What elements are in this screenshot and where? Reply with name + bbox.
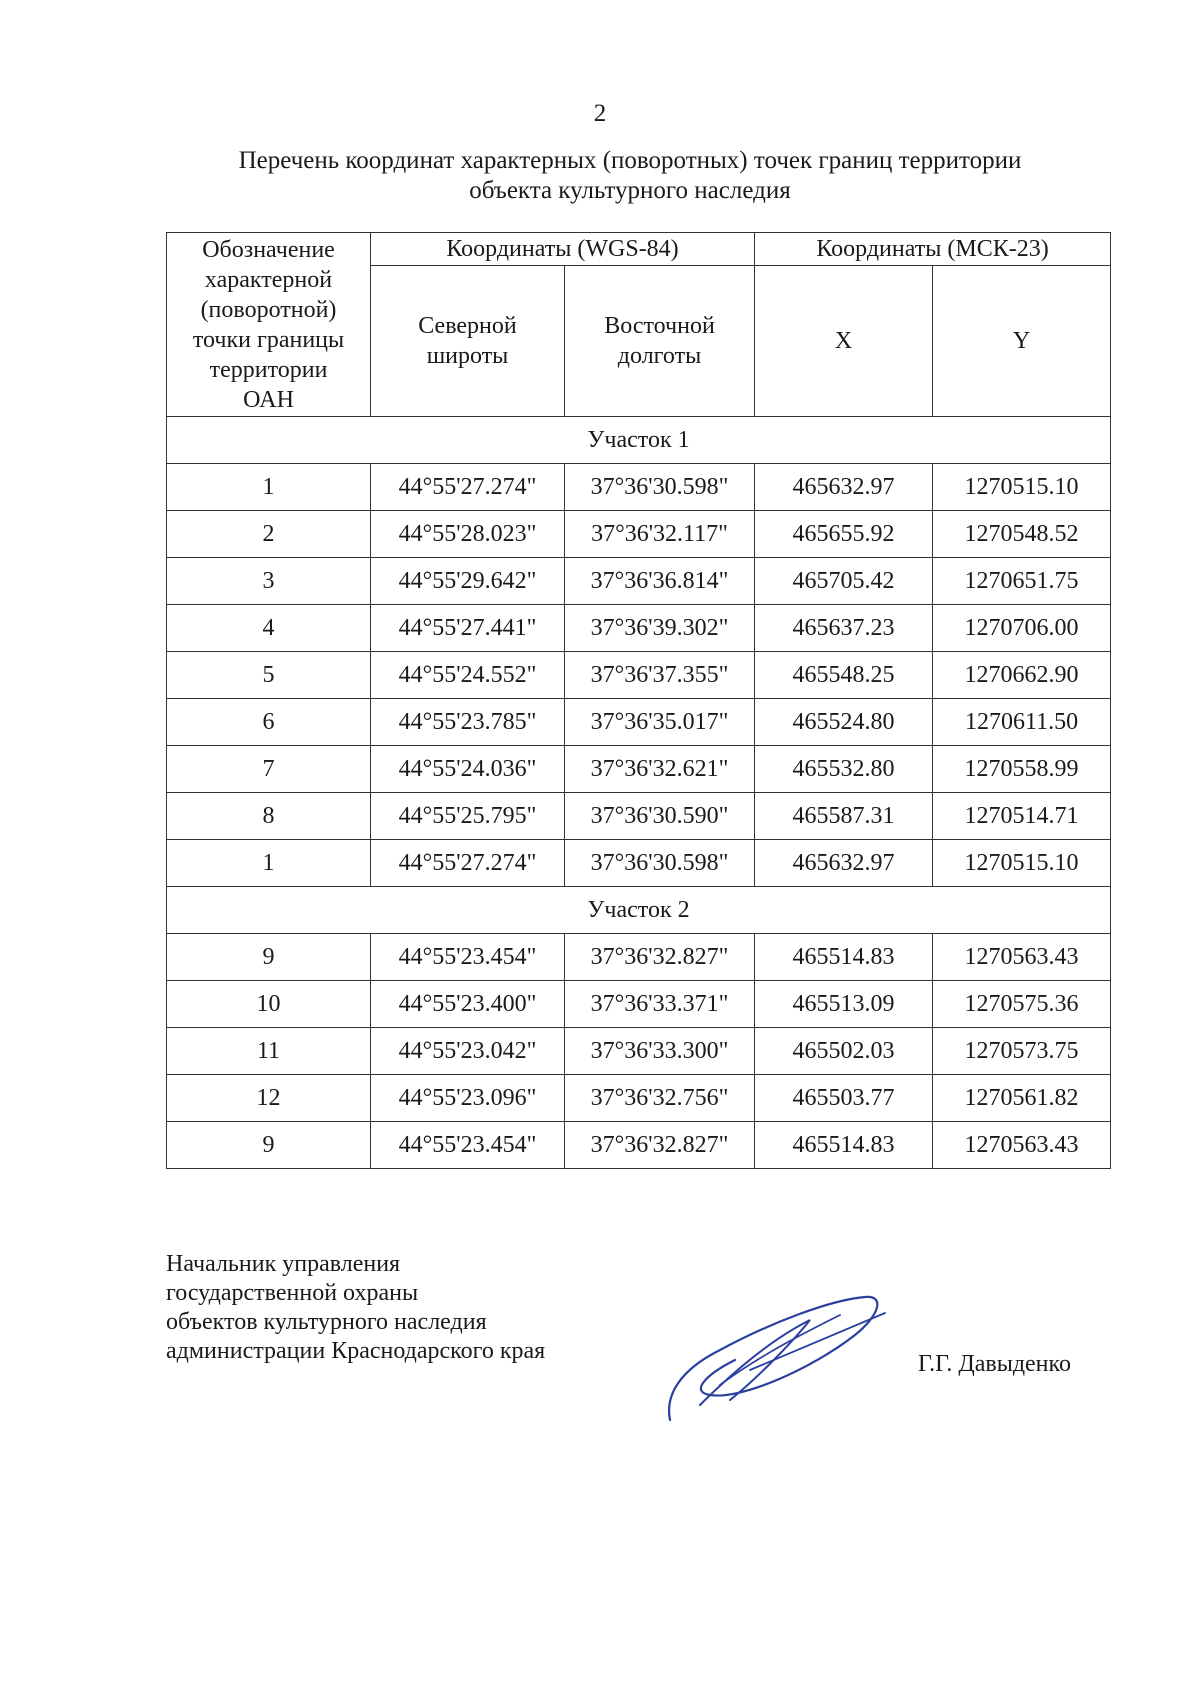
latitude-cell: 44°55'28.023"	[371, 511, 565, 558]
y-coordinate-cell: 1270515.10	[933, 464, 1111, 511]
latitude-cell: 44°55'27.441"	[371, 605, 565, 652]
signatory-position-line: государственной охраны	[166, 1280, 419, 1306]
x-coordinate-cell: 465503.77	[755, 1075, 933, 1122]
header-line: ОАН	[243, 386, 294, 413]
longitude-cell: 37°36'30.598"	[565, 840, 755, 887]
longitude-cell: 37°36'33.300"	[565, 1028, 755, 1075]
signatory-position-line: объектов культурного наследия	[166, 1309, 487, 1335]
header-line: точки границы	[192, 326, 345, 353]
north-latitude-header	[371, 266, 565, 417]
y-coordinate-cell: 1270561.82	[933, 1075, 1111, 1122]
msk23-group-header: Координаты (МСК-23)	[755, 233, 1111, 266]
latitude-cell: 44°55'24.552"	[371, 652, 565, 699]
y-coordinate-cell: 1270548.52	[933, 511, 1111, 558]
longitude-cell: 37°36'30.590"	[565, 793, 755, 840]
header-line: долготы	[617, 343, 702, 369]
y-coordinate-cell: 1270573.75	[933, 1028, 1111, 1075]
page-number: 2	[593, 100, 607, 127]
latitude-cell: 44°55'24.036"	[371, 746, 565, 793]
x-coordinate-cell: 465632.97	[755, 840, 933, 887]
longitude-cell: 37°36'32.827"	[565, 1122, 755, 1169]
table-row	[167, 699, 1111, 746]
y-coordinate-cell: 1270558.99	[933, 746, 1111, 793]
point-number-cell: 8	[167, 793, 371, 840]
x-coordinate-cell: 465587.31	[755, 793, 933, 840]
point-designation-header	[167, 233, 371, 417]
signatory-name: Г.Г. Давыденко	[918, 1351, 1071, 1377]
header-line: Восточной	[604, 313, 715, 339]
header-line: широты	[426, 343, 509, 369]
y-coordinate-cell: 1270515.10	[933, 840, 1111, 887]
longitude-cell: 37°36'39.302"	[565, 605, 755, 652]
signatory-position-line: администрации Краснодарского края	[166, 1338, 546, 1364]
x-coordinate-cell: 465524.80	[755, 699, 933, 746]
x-coordinate-cell: 465514.83	[755, 1122, 933, 1169]
y-header: Y	[933, 266, 1111, 417]
latitude-cell: 44°55'23.042"	[371, 1028, 565, 1075]
point-number-cell: 10	[167, 981, 371, 1028]
y-coordinate-cell: 1270514.71	[933, 793, 1111, 840]
east-longitude-header	[565, 266, 755, 417]
table-row	[167, 464, 1111, 511]
signatory-position-line: Начальник управления	[166, 1251, 401, 1277]
handwritten-signature	[660, 1275, 890, 1425]
document-title	[150, 146, 1110, 206]
point-number-cell: 5	[167, 652, 371, 699]
longitude-cell: 37°36'36.814"	[565, 558, 755, 605]
longitude-cell: 37°36'30.598"	[565, 464, 755, 511]
table-row	[167, 934, 1111, 981]
x-coordinate-cell: 465655.92	[755, 511, 933, 558]
x-coordinate-cell: 465632.97	[755, 464, 933, 511]
latitude-cell: 44°55'27.274"	[371, 840, 565, 887]
point-number-cell: 1	[167, 464, 371, 511]
x-coordinate-cell: 465514.83	[755, 934, 933, 981]
longitude-cell: 37°36'32.117"	[565, 511, 755, 558]
x-coordinate-cell: 465502.03	[755, 1028, 933, 1075]
point-number-cell: 7	[167, 746, 371, 793]
table-row	[167, 1122, 1111, 1169]
header-line: Северной	[418, 313, 517, 339]
signatory-position	[166, 1250, 545, 1366]
latitude-cell: 44°55'29.642"	[371, 558, 565, 605]
table-row	[167, 840, 1111, 887]
longitude-cell: 37°36'33.371"	[565, 981, 755, 1028]
longitude-cell: 37°36'35.017"	[565, 699, 755, 746]
coordinates-body	[167, 417, 1111, 1169]
header-line: территории	[209, 356, 328, 383]
section-title: Участок 2	[167, 887, 1111, 934]
document-title-line: Перечень координат характерных (поворотных) точек границ территории	[238, 147, 1022, 174]
y-coordinate-cell: 1270611.50	[933, 699, 1111, 746]
latitude-cell: 44°55'23.400"	[371, 981, 565, 1028]
table-row	[167, 558, 1111, 605]
x-coordinate-cell: 465637.23	[755, 605, 933, 652]
point-number-cell: 2	[167, 511, 371, 558]
point-number-cell: 4	[167, 605, 371, 652]
x-coordinate-cell: 465513.09	[755, 981, 933, 1028]
section-header-row	[167, 417, 1111, 464]
latitude-cell: 44°55'23.454"	[371, 934, 565, 981]
table-row	[167, 652, 1111, 699]
x-coordinate-cell: 465705.42	[755, 558, 933, 605]
latitude-cell: 44°55'23.096"	[371, 1075, 565, 1122]
header-line: характерной	[204, 266, 333, 293]
latitude-cell: 44°55'27.274"	[371, 464, 565, 511]
x-coordinate-cell: 465532.80	[755, 746, 933, 793]
point-number-cell: 1	[167, 840, 371, 887]
table-row	[167, 605, 1111, 652]
point-number-cell: 6	[167, 699, 371, 746]
table-row	[167, 746, 1111, 793]
y-coordinate-cell: 1270563.43	[933, 1122, 1111, 1169]
longitude-cell: 37°36'32.621"	[565, 746, 755, 793]
longitude-cell: 37°36'32.756"	[565, 1075, 755, 1122]
longitude-cell: 37°36'32.827"	[565, 934, 755, 981]
table-row	[167, 511, 1111, 558]
coordinates-table	[166, 232, 1111, 1169]
table-row	[167, 981, 1111, 1028]
x-header: X	[755, 266, 933, 417]
y-coordinate-cell: 1270651.75	[933, 558, 1111, 605]
latitude-cell: 44°55'23.785"	[371, 699, 565, 746]
signature-stroke	[669, 1297, 877, 1420]
wgs84-group-header: Координаты (WGS-84)	[371, 233, 755, 266]
header-line: (поворотной)	[200, 296, 337, 323]
point-number-cell: 12	[167, 1075, 371, 1122]
longitude-cell: 37°36'37.355"	[565, 652, 755, 699]
table-row	[167, 1075, 1111, 1122]
x-coordinate-cell: 465548.25	[755, 652, 933, 699]
y-coordinate-cell: 1270563.43	[933, 934, 1111, 981]
latitude-cell: 44°55'25.795"	[371, 793, 565, 840]
point-number-cell: 11	[167, 1028, 371, 1075]
table-row	[167, 1028, 1111, 1075]
y-coordinate-cell: 1270575.36	[933, 981, 1111, 1028]
section-header-row	[167, 887, 1111, 934]
header-line: Обозначение	[202, 236, 335, 263]
y-coordinate-cell: 1270662.90	[933, 652, 1111, 699]
section-title: Участок 1	[167, 417, 1111, 464]
table-row	[167, 793, 1111, 840]
point-number-cell: 9	[167, 1122, 371, 1169]
y-coordinate-cell: 1270706.00	[933, 605, 1111, 652]
document-title-line: объекта культурного наследия	[469, 177, 791, 204]
point-number-cell: 9	[167, 934, 371, 981]
point-number-cell: 3	[167, 558, 371, 605]
latitude-cell: 44°55'23.454"	[371, 1122, 565, 1169]
